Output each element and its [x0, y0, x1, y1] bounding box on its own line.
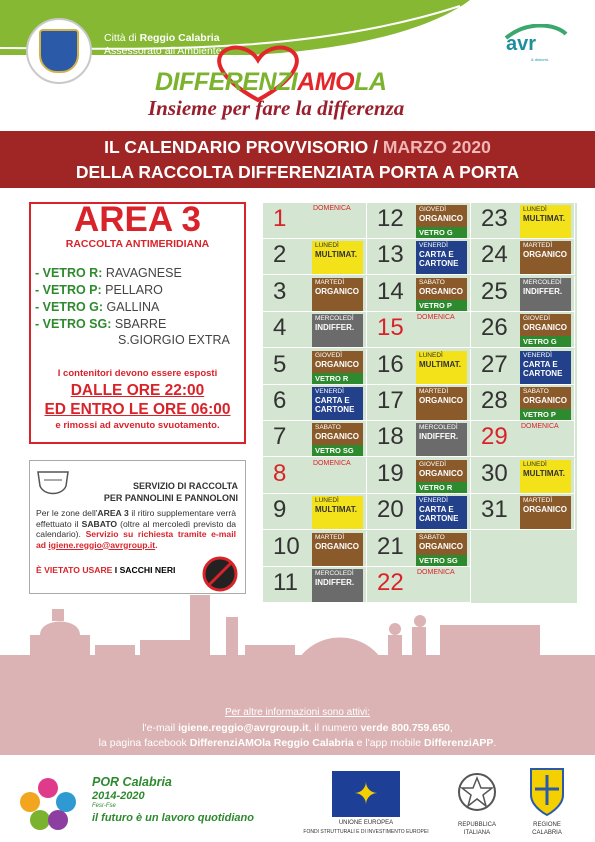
avr-logo-sub: & dintorni. — [531, 57, 550, 62]
por-calabria-logo-icon — [12, 770, 84, 836]
weekday-label: SABATO — [315, 424, 341, 432]
weekday-label: MARTEDÌ — [315, 278, 345, 286]
waste-type-label: CARTA E CARTONE — [419, 505, 459, 524]
day-number: 30 — [481, 459, 508, 487]
waste-type-label: INDIFFER. — [419, 432, 459, 442]
day-number: 1 — [273, 205, 287, 232]
day-number: 13 — [377, 241, 404, 269]
day-number: 11 — [273, 569, 298, 596]
calendar-day — [367, 349, 471, 385]
dalle-ore: DALLE ORE 22:00 — [70, 382, 205, 399]
waste-type-label: ORGANICO — [315, 286, 359, 296]
diaper-icon — [36, 466, 70, 500]
weekday-label: VENERDÌ — [419, 497, 448, 505]
brand-logo: DIFFERENZIAMOLA — [155, 68, 387, 96]
vetro-line: - VETRO R: RAVAGNESE — [35, 266, 182, 280]
waste-type-label: ORGANICO — [419, 468, 463, 478]
calendar-day — [367, 494, 471, 530]
city-label: Città di Reggio Calabria Assessorato all'Ambiente — [104, 32, 222, 57]
weekday-label: GIOVEDÌ — [315, 351, 343, 359]
vietato-text: È VIETATO USARE I SACCHI NERI — [36, 565, 176, 575]
calendar-day — [471, 203, 575, 239]
day-number: 3 — [273, 277, 287, 305]
weekday-label: VENERDÌ — [315, 388, 344, 395]
waste-type-label: MULTIMAT. — [315, 505, 357, 515]
calendar-day — [263, 349, 367, 385]
waste-type-label: ORGANICO — [419, 286, 463, 296]
day-number: 29 — [481, 423, 508, 451]
calendar-day — [471, 385, 575, 421]
por-fund: Fesr-Fse — [92, 803, 116, 809]
collection-badge — [520, 278, 571, 311]
collection-badge — [312, 278, 363, 311]
collection-badge — [312, 533, 363, 566]
weekday-label: LUNEDÌ — [315, 497, 339, 505]
day-number: 27 — [481, 350, 508, 378]
weekday-label: MARTEDÌ — [523, 497, 553, 505]
collection-badge — [416, 533, 467, 566]
collection-badge — [312, 241, 363, 274]
collection-badge — [416, 460, 467, 493]
slogan: Insieme per fare la differenza — [148, 96, 405, 120]
weekday-label: MERCOLEDÌ — [315, 315, 354, 323]
day-number: 20 — [377, 496, 404, 524]
day-number: 19 — [377, 459, 404, 487]
skyline-illustration — [0, 595, 595, 705]
weekday-label: LUNEDÌ — [523, 206, 547, 213]
eu-label: UNIONE EUROPEA — [338, 820, 394, 826]
calendar-day — [367, 531, 471, 567]
collection-badge — [520, 351, 571, 384]
sunday-label: DOMENICA — [521, 423, 559, 431]
vetro-label: VETRO R — [416, 482, 467, 493]
collection-badge — [520, 241, 571, 274]
weekday-label: MERCOLEDÌ — [523, 278, 562, 286]
calendar-day — [367, 421, 471, 457]
calendar-day — [367, 385, 471, 421]
sunday-label: DOMENICA — [313, 205, 351, 212]
day-number: 2 — [273, 241, 287, 269]
area-title: AREA 3 — [73, 200, 202, 239]
calendar-day — [263, 421, 367, 457]
day-number: 15 — [377, 314, 404, 342]
sunday-label: DOMENICA — [313, 459, 351, 467]
waste-type-label: ORGANICO — [419, 541, 463, 551]
collection-badge — [520, 496, 571, 529]
collection-badge — [312, 351, 363, 384]
collection-badge — [312, 423, 363, 456]
vetro-label: VETRO P — [416, 300, 467, 311]
collection-badge — [520, 460, 571, 493]
collection-badge — [312, 314, 363, 347]
day-number: 5 — [273, 350, 287, 378]
waste-type-label: ORGANICO — [315, 432, 359, 442]
day-number: 18 — [377, 423, 404, 451]
calendar-day — [471, 312, 575, 348]
collection-badge — [312, 496, 363, 529]
collection-badge — [312, 387, 363, 420]
calendar-day — [263, 458, 367, 494]
vetro-label: VETRO SG — [312, 445, 363, 456]
no-black-bag-icon — [202, 556, 238, 592]
italian-republic-emblem-icon — [455, 768, 499, 818]
waste-type-label: MULTIMAT. — [419, 359, 461, 369]
waste-type-label: MULTIMAT. — [523, 214, 565, 223]
area-subtitle: RACCOLTA ANTIMERIDIANA — [65, 238, 210, 250]
day-number: 22 — [377, 569, 404, 596]
weekday-label: GIOVEDÌ — [523, 315, 551, 323]
pannolini-text: Per le zone dell'AREA 3 il ritiro supplementare verrà effettuato il SABATO (oltre al mercoledì previsto da calendario). Servizio su richiesta tramite e-mail ad igiene.reggio@avrgroup.it. — [36, 508, 237, 550]
weekday-label: LUNEDÌ — [315, 242, 339, 250]
rimossi-text: e rimossi ad avvenuto svuotamento. — [55, 420, 220, 431]
waste-type-label: ORGANICO — [523, 505, 567, 515]
vetro-line: - VETRO G: GALLINA — [35, 300, 160, 314]
por-years: 2014-2020 — [92, 790, 145, 802]
collection-badge — [416, 241, 467, 274]
waste-type-label: CARTA E CARTONE — [523, 359, 563, 378]
calendar-day — [471, 239, 575, 275]
day-number: 12 — [377, 205, 404, 232]
banner-line-1: IL CALENDARIO PROVVISORIO / MARZO 2020 — [104, 137, 491, 157]
waste-type-label: ORGANICO — [523, 323, 567, 333]
weekday-label: LUNEDÌ — [419, 351, 443, 359]
vetro-label: VETRO R — [312, 373, 363, 384]
calendar-day — [263, 203, 367, 239]
collection-badge — [416, 351, 467, 384]
vetro-label: VETRO G — [416, 227, 467, 238]
calendar-day — [263, 385, 367, 421]
calendar-day — [263, 276, 367, 312]
calendar-day — [471, 349, 575, 385]
entro-ore: ED ENTRO LE ORE 06:00 — [44, 401, 231, 418]
calendar-day — [367, 276, 471, 312]
day-number: 9 — [273, 496, 287, 524]
calendar-day — [367, 458, 471, 494]
collection-badge — [520, 205, 571, 238]
day-number: 28 — [481, 387, 508, 414]
republic-label: REPUBBLICA ITALIANA — [457, 822, 496, 836]
day-number: 25 — [481, 277, 508, 305]
avr-logo-text: avr — [506, 33, 537, 55]
calendar-day — [471, 421, 575, 457]
regione-calabria-emblem-icon — [527, 765, 567, 817]
regione-label: REGIONE CALABRIA — [532, 822, 562, 836]
day-number: 8 — [273, 459, 287, 487]
weekday-label: MERCOLEDÌ — [315, 570, 354, 577]
calendar-day — [263, 239, 367, 275]
waste-type-label: INDIFFER. — [315, 578, 355, 587]
pannolini-title: SERVIZIO DI RACCOLTA PER PANNOLINI E PANNOLONI — [103, 481, 238, 503]
sunday-label: DOMENICA — [417, 314, 455, 322]
weekday-label: VENERDÌ — [419, 242, 448, 250]
waste-type-label: CARTA E CARTONE — [419, 250, 459, 269]
info-line-email: l'e-mail igiene.reggio@avrgroup.it, il numero verde 800.759.650, — [142, 722, 453, 734]
waste-type-label: ORGANICO — [315, 359, 359, 369]
calendar-day — [263, 494, 367, 530]
calendar-day — [367, 239, 471, 275]
waste-type-label: ORGANICO — [419, 214, 463, 223]
waste-type-label: ORGANICO — [419, 396, 463, 405]
vetro-label: VETRO P — [520, 409, 571, 420]
weekday-label: SABATO — [523, 388, 549, 395]
vetro-label: VETRO G — [520, 336, 571, 347]
waste-type-label: ORGANICO — [523, 396, 567, 405]
collection-badge — [520, 314, 571, 347]
eu-flag-icon: ✦ — [332, 771, 400, 817]
waste-type-label: INDIFFER. — [523, 286, 563, 296]
city-crest-icon — [26, 18, 92, 84]
waste-type-label: ORGANICO — [523, 250, 567, 260]
calendar-day — [471, 458, 575, 494]
vetro-line: - VETRO SG: SBARRE — [35, 317, 167, 331]
vetro-line: - VETRO P: PELLARO — [35, 283, 163, 297]
weekday-label: SABATO — [419, 278, 445, 286]
day-number: 4 — [273, 314, 287, 342]
day-number: 24 — [481, 241, 508, 269]
day-number: 23 — [481, 205, 508, 232]
calendar-day — [263, 312, 367, 348]
info-heading: Per altre informazioni sono attivi: — [224, 707, 371, 718]
collection-badge — [416, 496, 467, 529]
day-number: 7 — [273, 423, 287, 451]
weekday-label: MERCOLEDÌ — [419, 424, 458, 432]
day-number: 14 — [377, 277, 404, 305]
por-title: POR Calabria — [92, 775, 172, 789]
vetro-label: VETRO SG — [416, 555, 467, 566]
vetro-extra: S.GIORGIO EXTRA — [118, 333, 230, 347]
weekday-label: SABATO — [419, 533, 445, 541]
calendar-day — [367, 203, 471, 239]
collection-badge — [416, 387, 467, 420]
calendar-day — [367, 312, 471, 348]
contenitori-text: I contenitori devono essere esposti — [57, 368, 218, 379]
weekday-label: MARTEDÌ — [315, 533, 345, 541]
day-number: 10 — [273, 532, 300, 560]
eu-sublabel: FONDI STRUTTURALI E DI INVESTIMENTO EUROPEI — [303, 829, 429, 835]
day-number: 31 — [481, 496, 508, 524]
day-number: 21 — [377, 532, 404, 560]
collection-badge — [416, 423, 467, 456]
calendar-day — [263, 531, 367, 567]
weekday-label: LUNEDÌ — [523, 460, 547, 468]
info-line-facebook: la pagina facebook DifferenziAMOla Reggio Calabria e l'app mobile DifferenziAPP. — [98, 737, 497, 749]
calendar-grid — [263, 203, 577, 603]
weekday-label: MARTEDÌ — [523, 242, 553, 250]
waste-type-label: CARTA E CARTONE — [315, 396, 355, 414]
collection-badge — [416, 278, 467, 311]
waste-type-label: MULTIMAT. — [523, 468, 565, 478]
calendar-day — [471, 276, 575, 312]
weekday-label: GIOVEDÌ — [419, 460, 447, 468]
waste-type-label: MULTIMAT. — [315, 250, 357, 260]
sunday-label: DOMENICA — [417, 569, 455, 576]
weekday-label: VENERDÌ — [523, 351, 552, 359]
waste-type-label: ORGANICO — [315, 541, 359, 551]
calendar-day — [471, 494, 575, 530]
weekday-label: MARTEDÌ — [419, 388, 449, 395]
collection-badge — [416, 205, 467, 238]
banner-line-2: DELLA RACCOLTA DIFFERENZIATA PORTA A PORTA — [75, 162, 520, 182]
por-motto: il futuro è un lavoro quotidiano — [92, 812, 254, 824]
collection-badge — [520, 387, 571, 420]
weekday-label: GIOVEDÌ — [419, 206, 447, 213]
waste-type-label: INDIFFER. — [315, 323, 355, 333]
day-number: 6 — [273, 387, 287, 414]
day-number: 16 — [377, 350, 404, 378]
day-number: 17 — [377, 387, 404, 414]
day-number: 26 — [481, 314, 508, 342]
